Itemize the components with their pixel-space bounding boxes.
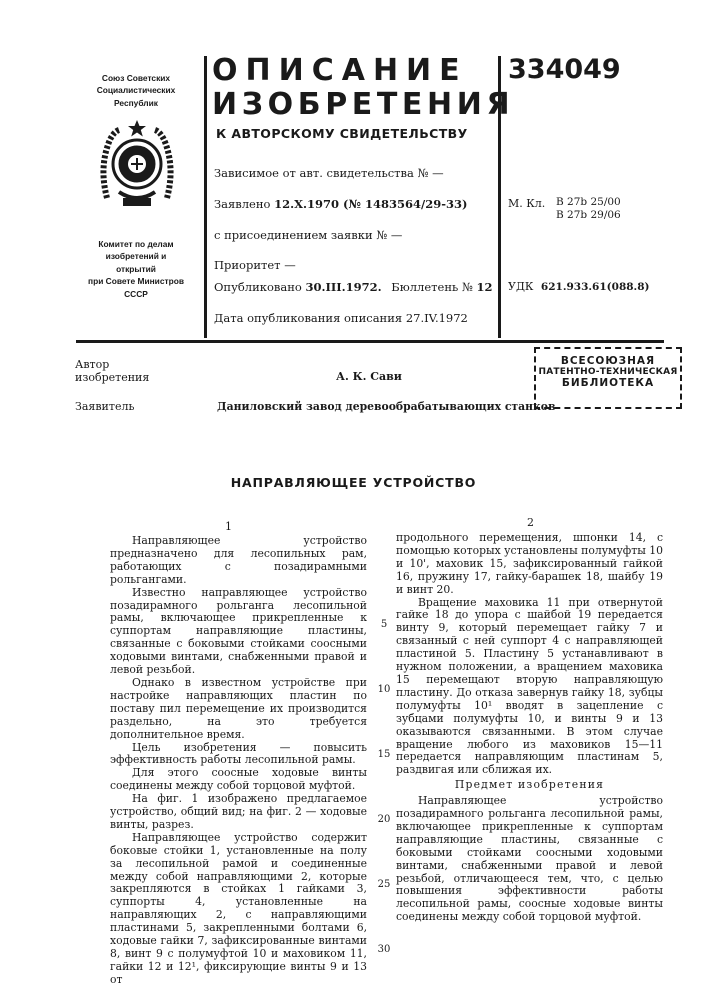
org-line: СССР: [88, 288, 184, 300]
line-number: 10: [375, 684, 393, 695]
org-line: Комитет по делам: [88, 238, 184, 250]
doc-subtitle: К АВТОРСКОМУ СВИДЕТЕЛЬСТВУ: [216, 126, 468, 141]
line-number: 5: [375, 619, 393, 630]
org-name-top: [88, 72, 184, 109]
line-number: 20: [375, 814, 393, 825]
mkl-label: М. Кл.: [508, 197, 545, 210]
udk-line: УДК 621.933.61(088.8): [508, 280, 649, 293]
invention-title: НАПРАВЛЯЮЩЕЕ УСТРОЙСТВО: [0, 475, 707, 490]
author-label: Автор изобретения: [75, 358, 149, 384]
org-line: изобретений и открытий: [88, 250, 184, 275]
header-divider-left: [204, 56, 207, 338]
doc-type-title-2: ИЗОБРЕТЕНИЯ: [212, 88, 514, 122]
paragraph: Для этого соосные ходовые винты соединены между собой торцовой муфтой.: [110, 767, 367, 793]
mkl-value: В 27b 29/06: [556, 209, 621, 222]
meta-priority: Приоритет —: [214, 258, 296, 272]
applicant-name: Даниловский завод деревообрабатывающих станков: [217, 400, 555, 413]
paragraph: Известно направляющее устройство позадирамного рольганга лесопильной рамы, включающее прикрепленные к суппортам направляющие пластины, связанные с боковыми стойками соосными ходовыми винтами, снабженными правой и левой резьбой.: [110, 587, 367, 677]
meta-attach: с присоединением заявки № —: [214, 228, 402, 242]
header-bottom-rule: [76, 340, 664, 343]
meta-published: Опубликовано 30.III.1972. Бюллетень № 12: [214, 280, 492, 294]
stamp-line: БИБЛИОТЕКА: [536, 377, 680, 389]
library-stamp: [534, 347, 682, 409]
paragraph: Однако в известном устройстве при настройке направляющих пластин по поставу пил перемещение их производится раздельно, на это требуется дополнительное время.: [110, 677, 367, 742]
claim-text: Направляющее устройство позадирамного рольганга лесопильной рамы, включающее прикрепленные к суппортам направляющие пластины, связанные с боковыми стойками соосными ходовыми винтами, снабженными правой и левой резьбой, отличающееся тем, что, с целью повышения эффективности работы лесопильной рамы, соосные ходовые винты соединены между собой торцовой муфтой.: [396, 795, 663, 924]
claim-heading: Предмет изобретения: [396, 779, 663, 792]
column-2-text: [396, 532, 663, 924]
stamp-line: ПАТЕНТНО-ТЕХНИЧЕСКАЯ: [536, 367, 680, 377]
paragraph: продольного перемещения, шпонки 14, с помощью которых установлены полумуфты 10 и 10', маховик 15, зафиксированный гайкой 16, пружину 17, гайку-барашек 18, шайбу 19 и винт 20.: [396, 532, 663, 597]
paragraph: На фиг. 1 изображено предлагаемое устройство, общий вид; на фиг. 2 — ходовые винты, разрез.: [110, 793, 367, 832]
stamp-line: ВСЕСОЮЗНАЯ: [536, 355, 680, 367]
line-number: 15: [375, 749, 393, 760]
applicant-label: Заявитель: [75, 400, 134, 413]
column-1-text: [110, 535, 367, 987]
column-number-2: 2: [527, 516, 534, 529]
mkl-value: В 27b 25/00: [556, 196, 621, 209]
paragraph: Вращение маховика 11 при отвернутой гайке 18 до упора с шайбой 19 передается винту 9, который перемещает гайку 7 и связанный с ней суппорт 4 с направляющей пластиной 5. Пластину 5 устанавливают в нужном положении, а вращением маховика 15 перемещают вторую направляющую пластину. До отказа завернув гайку 18, зубцы полумуфты 10¹ вводят в зацепление с зубцами полумуфты 10, и винты 9 и 13 оказываются связанными. В этом случае вращение любого из маховиков 15—11 передается направляющим пластинам 5, раздвигая или сближая их.: [396, 597, 663, 778]
author-name: А. К. Сави: [336, 370, 402, 383]
mkl-values: [556, 196, 621, 222]
line-number: 30: [375, 944, 393, 955]
paragraph: Направляющее устройство содержит боковые стойки 1, установленные на полу за лесопильной рамой и соединенные между собой направляющими 2, которые закрепляются в стойках 1 гайками 3, суппорты 4, установленные на направляющих 2, с направляющими пластинами 5, закрепленными болтами 6, ходовые гайки 7, зафиксированные винтами 8, винт 9 с полумуфтой 10 и маховиком 11, гайки 12 и 12¹, фиксирующие винты 9 и 13 от: [110, 832, 367, 987]
ussr-emblem-icon: [97, 118, 177, 210]
meta-dependent: Зависимое от авт. свидетельства № —: [214, 166, 444, 180]
org-name-bottom: [88, 238, 184, 300]
line-number: 25: [375, 879, 393, 890]
paragraph: Направляющее устройство предназначено для лесопильных рам, работающих с позадирамными рольгангами.: [110, 535, 367, 587]
doc-type-title-1: ОПИСАНИЕ: [212, 54, 468, 88]
org-line: при Совете Министров: [88, 275, 184, 287]
org-line: Республик: [88, 97, 184, 109]
org-line: Союз Советских: [88, 72, 184, 84]
org-line: Социалистических: [88, 84, 184, 96]
meta-description-date: Дата опубликования описания 27.IV.1972: [214, 311, 468, 325]
meta-filed: Заявлено 12.X.1970 (№ 1483564/29-33): [214, 197, 467, 211]
patent-number: 334049: [508, 54, 621, 85]
paragraph: Цель изобретения — повысить эффективность работы лесопильной рамы.: [110, 742, 367, 768]
column-number-1: 1: [225, 520, 232, 533]
